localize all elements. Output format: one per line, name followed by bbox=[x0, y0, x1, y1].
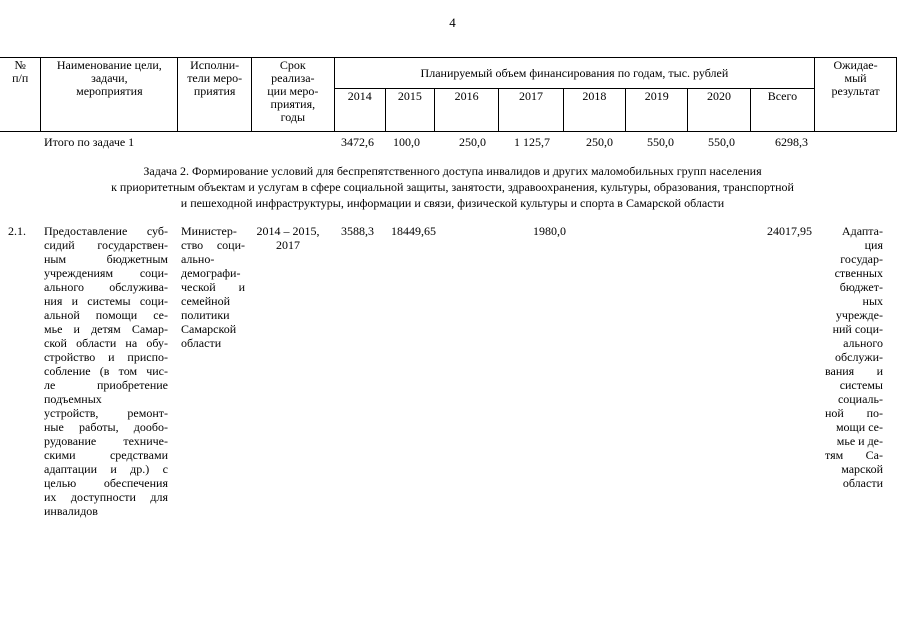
row-2-1-num: 2.1. bbox=[8, 224, 26, 238]
row-2-1-exec: Министер- ство соци- ально- демографи- ческой и семейной политики Самарской области bbox=[181, 224, 245, 350]
header-year-2016: 2016 bbox=[434, 89, 498, 132]
table-header bbox=[0, 57, 897, 132]
header-year-2014: 2014 bbox=[334, 89, 385, 132]
page-number: 4 bbox=[449, 15, 456, 30]
header-exec: Исполни- тели меро- приятия bbox=[178, 58, 252, 132]
total-task1-2014: 3472,6 bbox=[341, 135, 374, 149]
total-task1-2019: 550,0 bbox=[647, 135, 674, 149]
total-task1-2016: 250,0 bbox=[459, 135, 486, 149]
total-task1-2020: 550,0 bbox=[708, 135, 735, 149]
total-task1-2015: 100,0 bbox=[393, 135, 420, 149]
total-task1-label: Итого по задаче 1 bbox=[44, 135, 135, 149]
header-name: Наименование цели, задачи, мероприятия bbox=[41, 58, 178, 132]
header-financing-title: Планируемый объем финансирования по годам, тыс. рублей bbox=[334, 58, 814, 89]
header-total: Всего bbox=[750, 89, 814, 132]
header-year-2020: 2020 bbox=[688, 89, 750, 132]
total-task1-2017: 1 125,7 bbox=[514, 135, 550, 149]
header-num: № п/п bbox=[0, 58, 41, 132]
total-task1-all: 6298,3 bbox=[775, 135, 808, 149]
header-year-2019: 2019 bbox=[626, 89, 688, 132]
row-2-1-2014: 3588,3 bbox=[341, 224, 374, 238]
task2-heading: Задача 2. Формирование условий для беспрепятственного доступа инвалидов и других маломобильных групп населения к приоритетным объектам и услугам в сфере социальной защиты, занятости, здравоохранения, культуры, образования, транспортной и пешеходной инфраструктуры, информации и связи, физической культуры и спорта в Самарской области bbox=[111, 164, 794, 210]
header-year-2015: 2015 bbox=[385, 89, 434, 132]
row-2-1-total: 24017,95 bbox=[767, 224, 812, 238]
row-2-1-term: 2014 – 2015, 2017 bbox=[256, 224, 320, 252]
row-2-1-2015: 18449,65 bbox=[391, 224, 436, 238]
total-task1-2018: 250,0 bbox=[586, 135, 613, 149]
row-2-1-2017: 1980,0 bbox=[533, 224, 566, 238]
header-year-2018: 2018 bbox=[563, 89, 625, 132]
header-term: Срок реализа- ции меро- приятия, годы bbox=[251, 58, 334, 132]
header-result: Ожидае- мый результат bbox=[815, 58, 897, 132]
header-year-2017: 2017 bbox=[499, 89, 563, 132]
row-2-1-result: Адапта- ция государ- ственных бюджет- ных учрежде- ний соци- ального обслужи- вания и системы социаль- ной по- мощи се- мье и де- тям Са- марской области bbox=[825, 224, 883, 490]
row-2-1-name: Предоставление суб- сидий государствен- ным бюджетным учреждениям соци- ального обслужива- ния и системы соци- альной помощи се- мье и детям Самар- ской области на обу- стройство и приспо- собление (в том чис- ле приобретение подъемных устройств, ремонт- ные работы, дообо- рудование техниче- скими средствами адаптации и др.) с целью обеспечения их доступности для инвалидов bbox=[44, 224, 168, 518]
